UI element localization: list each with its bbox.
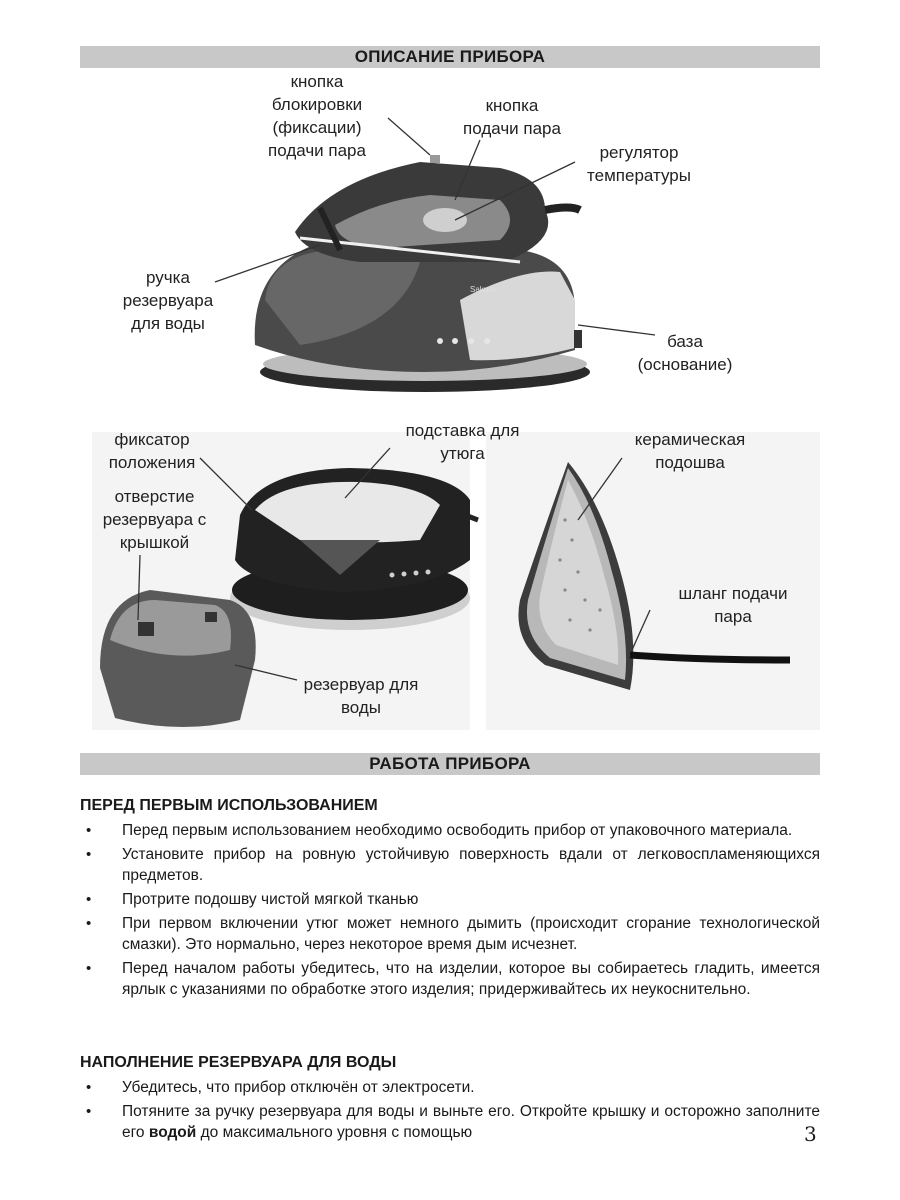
list-item: • Установите прибор на ровную устойчивую поверхность вдали от легковоспламеняющихся предметов. [80, 844, 820, 886]
label-ceramic-soleplate: керамическая подошва [634, 430, 746, 472]
filling-tank-heading: НАПОЛНЕНИЕ РЕЗЕРВУАРА ДЛЯ ВОДЫ [80, 1054, 397, 1071]
before-first-use-list [80, 820, 820, 1003]
before-first-use-heading: ПЕРЕД ПЕРВЫМ ИСПОЛЬЗОВАНИЕМ [80, 797, 378, 814]
list-item [80, 1101, 820, 1143]
list-item: • Перед первым использованием необходимо освободить прибор от упаковочного материала. [80, 820, 820, 841]
label-base: база (основание) [637, 332, 733, 374]
label-steam-hose: шланг подачи пара [678, 584, 788, 626]
label-temperature-regulator: регулятор температуры [587, 143, 691, 185]
list-item: • Протрите подошву чистой мягкой тканью [80, 889, 820, 910]
description-section-title: ОПИСАНИЕ ПРИБОРА [80, 46, 820, 68]
label-tank-handle: ручка резервуара для воды [122, 268, 214, 333]
label-lock-button: кнопка блокировки (фиксации) подачи пара [268, 72, 366, 160]
label-steam-button: кнопка подачи пара [463, 96, 561, 138]
label-position-lock: фиксатор положения [108, 430, 196, 472]
list-item-text: Потяните за ручку резервуара для воды и выньте его. Откройте крышку и осторожно заполните его [122, 1103, 820, 1141]
label-iron-stand: подставка для утюга [405, 421, 520, 463]
operation-section-title: РАБОТА ПРИБОРА [80, 753, 820, 775]
label-tank-opening: отверстие резервуара с крышкой [102, 487, 207, 552]
list-item: • Убедитесь, что прибор отключён от электросети. [80, 1077, 820, 1098]
page-number: 3 [804, 1122, 817, 1146]
brand-logo: Sakura [470, 285, 496, 294]
list-item-text: до максимального уровня с помощью [196, 1124, 473, 1141]
label-water-tank: резервуар для воды [303, 675, 419, 717]
list-item: • Перед началом работы убедитесь, что на изделии, которое вы собираетесь гладить, имеется ярлык с указаниями по обработке этого изделия; придерживайтесь их неукоснительно. [80, 958, 820, 1000]
list-item-bold-text: водой [148, 1124, 197, 1141]
filling-tank-list [80, 1077, 820, 1146]
steam-station-image [255, 155, 590, 392]
list-item: • При первом включении утюг может немного дымить (происходит сгорание технологической смазки). Это нормально, через некоторое время дым исчезнет. [80, 913, 820, 955]
